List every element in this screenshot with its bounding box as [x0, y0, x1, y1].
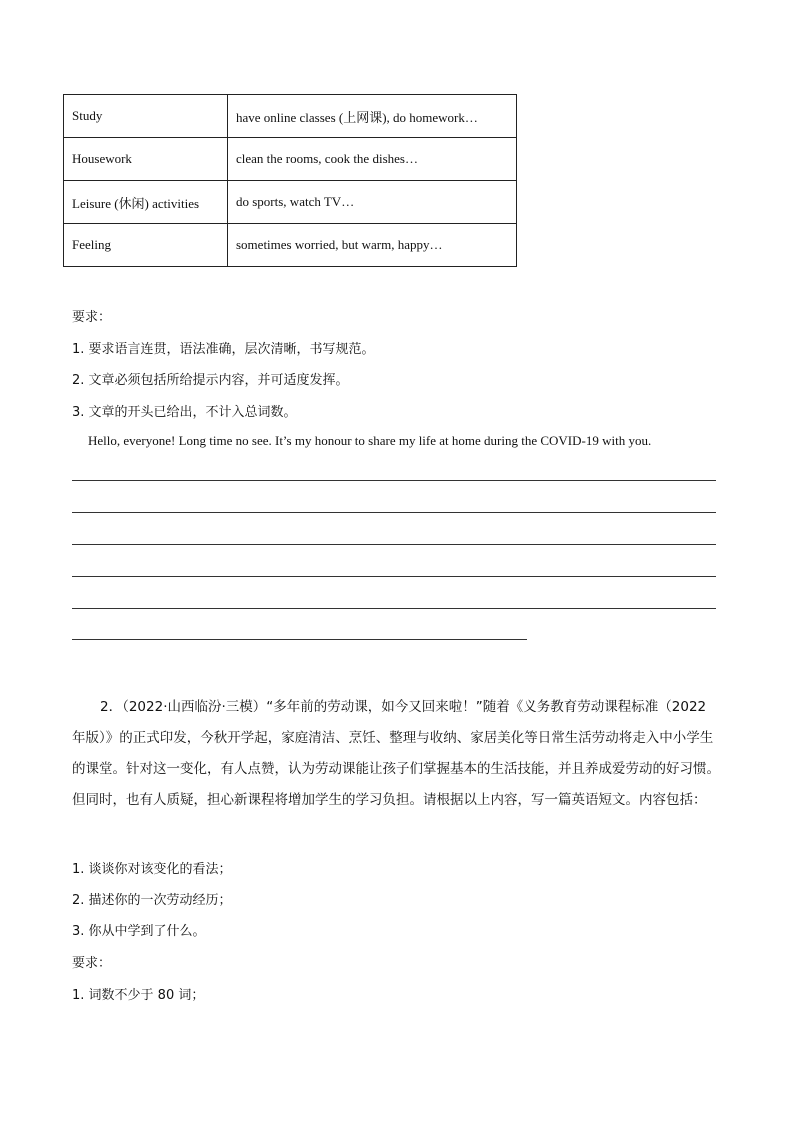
table-row: [64, 138, 517, 181]
answer-line[interactable]: [72, 639, 527, 640]
table-cell-detail: do sports, watch TV…: [228, 181, 517, 224]
table-row: [64, 224, 517, 267]
table-cell-detail: have online classes (上网课), do homework…: [228, 95, 517, 138]
content-item: 1. 谈谈你对该变化的看法；: [72, 862, 232, 877]
content-item: 2. 描述你的一次劳动经历；: [72, 893, 232, 908]
requirement-item: 3. 文章的开头已给出，不计入总词数。: [72, 405, 297, 420]
requirements-heading: 要求：: [72, 310, 112, 325]
question-2-prompt: 2．（2022·山西临汾·三模）“多年前的劳动课，如今又回来啦！”随着《义务教育劳动课程标准（2022 年版）》的正式印发，今秋开学起，家庭清洁、烹饪、整理与收纳、家居美化等日常生活劳动将走入中小学生的课堂。针对这一变化，有人点赞，认为劳动课能让孩子们掌握基本的生活技能，并且养成爱劳动的好习惯。但同时，也有人质疑，担心新课程将增加学生的学习负担。请根据以上内容，写一篇英语短文。内容包括：: [72, 699, 720, 808]
answer-line[interactable]: [72, 480, 716, 481]
content-item: 3. 你从中学到了什么。: [72, 924, 206, 939]
table-row: [64, 181, 517, 224]
requirement-item: 2. 文章必须包括所给提示内容，并可适度发挥。: [72, 373, 349, 388]
prompt-table: [63, 94, 517, 267]
requirement-item: 1. 词数不少于 80 词；: [72, 988, 205, 1003]
essay-opening-sentence: Hello, everyone! Long time no see. It’s my honour to share my life at home during the COVID-19 with you.: [88, 433, 652, 448]
answer-line[interactable]: [72, 576, 716, 577]
table-cell-topic: Study: [64, 95, 228, 138]
table-cell-detail: sometimes worried, but warm, happy…: [228, 224, 517, 267]
requirements-heading: 要求：: [72, 956, 112, 971]
table-cell-topic: Feeling: [64, 224, 228, 267]
table-cell-detail: clean the rooms, cook the dishes…: [228, 138, 517, 181]
answer-line[interactable]: [72, 608, 716, 609]
answer-line[interactable]: [72, 544, 716, 545]
table-cell-topic: Leisure (休闲) activities: [64, 181, 228, 224]
table-cell-topic: Housework: [64, 138, 228, 181]
table-row: [64, 95, 517, 138]
requirement-item: 1. 要求语言连贯，语法准确，层次清晰，书写规范。: [72, 342, 375, 357]
answer-line[interactable]: [72, 512, 716, 513]
